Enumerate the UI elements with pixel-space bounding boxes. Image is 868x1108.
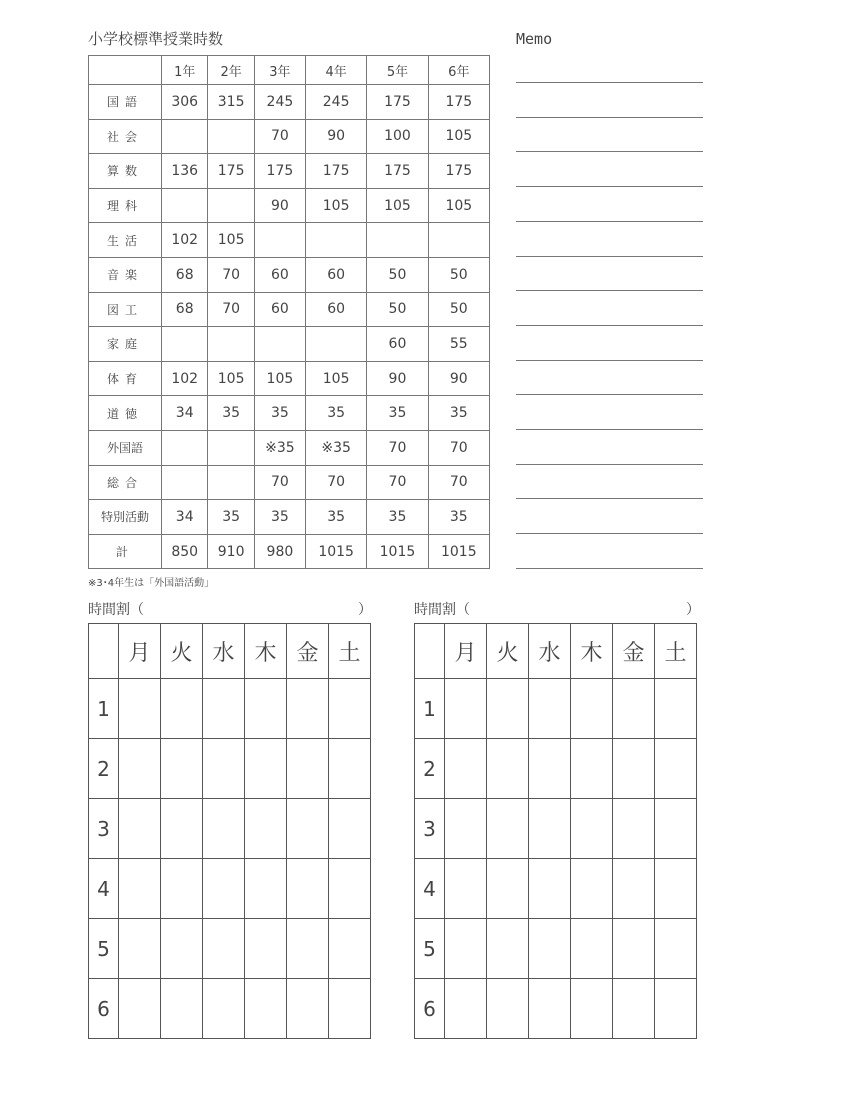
period-number: 1 (89, 679, 119, 739)
hours-cell: 90 (367, 361, 428, 396)
day-header: 水 (529, 624, 571, 679)
hours-cell: 68 (162, 292, 208, 327)
hours-cell: 90 (428, 361, 489, 396)
hours-cell: 1015 (305, 534, 366, 569)
hours-cell: 50 (367, 292, 428, 327)
timetable-cell[interactable] (571, 739, 613, 799)
timetable-cell[interactable] (445, 859, 487, 919)
subject-label: 理科 (89, 188, 162, 223)
column-header: 1年 (162, 56, 208, 85)
timetable-row (415, 979, 697, 1039)
timetable-cell[interactable] (329, 919, 371, 979)
timetable-cell[interactable] (655, 859, 697, 919)
timetable-cell[interactable] (119, 799, 161, 859)
timetable-cell[interactable] (161, 919, 203, 979)
timetable-cell[interactable] (287, 739, 329, 799)
timetable-cell[interactable] (445, 679, 487, 739)
hours-cell (162, 465, 208, 500)
hours-cell: 35 (254, 500, 305, 535)
timetable-title-right: 時間割（ (414, 602, 470, 618)
subject-label: 音楽 (89, 257, 162, 292)
hours-cell: 34 (162, 500, 208, 535)
hours-cell: 35 (305, 396, 366, 431)
hours-cell: 35 (428, 500, 489, 535)
hours-cell: 60 (305, 292, 366, 327)
day-header: 木 (571, 624, 613, 679)
hours-cell: 70 (208, 257, 254, 292)
subject-label: 体育 (89, 361, 162, 396)
hours-cell (367, 223, 428, 258)
timetable-cell[interactable] (161, 979, 203, 1039)
memo-line[interactable] (516, 394, 703, 395)
timetable-cell[interactable] (203, 799, 245, 859)
hours-cell: 175 (428, 154, 489, 189)
timetable-row (415, 679, 697, 739)
hours-cell (305, 223, 366, 258)
period-number: 2 (89, 739, 119, 799)
column-header: 2年 (208, 56, 254, 85)
hours-cell (208, 188, 254, 223)
timetable-row (415, 799, 697, 859)
hours-cell: 105 (208, 223, 254, 258)
timetable-cell[interactable] (245, 919, 287, 979)
memo-line[interactable] (516, 290, 703, 291)
memo-line[interactable] (516, 533, 703, 534)
hours-cell (305, 327, 366, 362)
day-header: 火 (161, 624, 203, 679)
hours-cell: 35 (208, 500, 254, 535)
timetable-cell[interactable] (203, 919, 245, 979)
hours-cell: 60 (305, 257, 366, 292)
hours-cell: 105 (367, 188, 428, 223)
column-header: 5年 (367, 56, 428, 85)
subject-label: 外国語 (89, 430, 162, 465)
timetable-cell[interactable] (655, 679, 697, 739)
hours-cell: 55 (428, 327, 489, 362)
timetable-cell[interactable] (487, 979, 529, 1039)
timetable-left (88, 623, 371, 1039)
table-row (89, 500, 490, 535)
hours-cell: 70 (208, 292, 254, 327)
timetable-row (89, 799, 371, 859)
timetable-close-right: ） (686, 602, 700, 618)
hours-cell: 60 (254, 292, 305, 327)
timetable-cell[interactable] (245, 679, 287, 739)
hours-cell: 245 (305, 85, 366, 120)
column-header: 6年 (428, 56, 489, 85)
timetable-cell[interactable] (161, 859, 203, 919)
timetable-row (415, 859, 697, 919)
timetable-cell[interactable] (529, 679, 571, 739)
corner-cell (89, 624, 119, 679)
timetable-row (89, 859, 371, 919)
period-number: 6 (89, 979, 119, 1039)
timetable-cell[interactable] (487, 739, 529, 799)
hours-cell (254, 327, 305, 362)
period-number: 3 (89, 799, 119, 859)
memo-line[interactable] (516, 221, 703, 222)
subject-label: 家庭 (89, 327, 162, 362)
memo-line[interactable] (516, 256, 703, 257)
hours-cell: 70 (367, 465, 428, 500)
hours-cell (162, 430, 208, 465)
hours-cell: 35 (208, 396, 254, 431)
timetable-cell[interactable] (445, 739, 487, 799)
hours-cell: 175 (305, 154, 366, 189)
timetable-cell[interactable] (529, 919, 571, 979)
hours-cell: 35 (254, 396, 305, 431)
memo-label: Memo (516, 30, 553, 48)
timetable-cell[interactable] (119, 679, 161, 739)
hours-cell: 35 (428, 396, 489, 431)
hours-cell: 306 (162, 85, 208, 120)
hours-cell: 70 (428, 430, 489, 465)
timetable-right (414, 623, 697, 1039)
column-header: 4年 (305, 56, 366, 85)
timetable-cell[interactable] (245, 799, 287, 859)
hours-cell: 60 (254, 257, 305, 292)
hours-cell: 70 (428, 465, 489, 500)
hours-cell (162, 119, 208, 154)
timetable-cell[interactable] (445, 919, 487, 979)
timetable-cell[interactable] (203, 679, 245, 739)
timetable-cell[interactable] (287, 919, 329, 979)
day-header: 月 (119, 624, 161, 679)
timetable-cell[interactable] (487, 859, 529, 919)
timetable-cell[interactable] (613, 979, 655, 1039)
timetable-cell[interactable] (119, 979, 161, 1039)
timetable-cell[interactable] (119, 919, 161, 979)
period-number: 1 (415, 679, 445, 739)
timetable-cell[interactable] (329, 859, 371, 919)
subject-label: 特別活動 (89, 500, 162, 535)
timetable-cell[interactable] (487, 679, 529, 739)
hours-cell: 850 (162, 534, 208, 569)
corner-cell (415, 624, 445, 679)
period-number: 2 (415, 739, 445, 799)
timetable-cell[interactable] (571, 919, 613, 979)
subject-label: 国語 (89, 85, 162, 120)
hours-cell (208, 119, 254, 154)
timetable-cell[interactable] (203, 859, 245, 919)
table-header-row (89, 56, 490, 85)
hours-cell (208, 465, 254, 500)
timetable-cell[interactable] (613, 799, 655, 859)
subject-label: 生活 (89, 223, 162, 258)
hours-cell: 34 (162, 396, 208, 431)
timetable-cell[interactable] (529, 739, 571, 799)
timetable-cell[interactable] (613, 739, 655, 799)
hours-cell: 68 (162, 257, 208, 292)
timetable-close-left: ） (358, 602, 372, 618)
hours-cell (162, 188, 208, 223)
table-row (89, 361, 490, 396)
timetable-cell[interactable] (161, 679, 203, 739)
timetable-cell[interactable] (287, 859, 329, 919)
memo-line[interactable] (516, 568, 703, 569)
hours-cell: 70 (367, 430, 428, 465)
hours-cell: 50 (367, 257, 428, 292)
hours-cell: 105 (428, 188, 489, 223)
hours-cell: 245 (254, 85, 305, 120)
hours-cell: 60 (367, 327, 428, 362)
timetable-cell[interactable] (329, 979, 371, 1039)
footnote: ※3･4年生は「外国語活動」 (88, 578, 215, 589)
hours-cell: 70 (305, 465, 366, 500)
hours-cell: 50 (428, 257, 489, 292)
day-header: 木 (245, 624, 287, 679)
day-header: 金 (613, 624, 655, 679)
table-row (89, 327, 490, 362)
day-header: 水 (203, 624, 245, 679)
day-header: 月 (445, 624, 487, 679)
timetable-cell[interactable] (287, 679, 329, 739)
timetable-cell[interactable] (655, 799, 697, 859)
hours-cell: 90 (305, 119, 366, 154)
hours-cell: 175 (367, 154, 428, 189)
hours-cell: 175 (208, 154, 254, 189)
hours-cell: 1015 (428, 534, 489, 569)
timetable-cell[interactable] (613, 859, 655, 919)
hours-cell: 105 (208, 361, 254, 396)
subject-label: 道徳 (89, 396, 162, 431)
timetable-cell[interactable] (119, 739, 161, 799)
timetable-cell[interactable] (571, 679, 613, 739)
timetable-cell[interactable] (445, 979, 487, 1039)
hours-cell (208, 327, 254, 362)
timetable-cell[interactable] (245, 979, 287, 1039)
hours-cell: 136 (162, 154, 208, 189)
timetable-row (89, 979, 371, 1039)
hours-cell (254, 223, 305, 258)
table-row (89, 292, 490, 327)
hours-cell: 105 (254, 361, 305, 396)
hours-cell: 102 (162, 361, 208, 396)
timetable-cell[interactable] (245, 859, 287, 919)
timetable-cell[interactable] (245, 739, 287, 799)
table-row (89, 465, 490, 500)
memo-line[interactable] (516, 429, 703, 430)
timetable-row (89, 919, 371, 979)
hours-cell (208, 430, 254, 465)
hours-cell: 100 (367, 119, 428, 154)
subject-label: 計 (89, 534, 162, 569)
hours-cell: 1015 (367, 534, 428, 569)
timetable-row (415, 919, 697, 979)
period-number: 5 (415, 919, 445, 979)
memo-line[interactable] (516, 151, 703, 152)
timetable-cell[interactable] (487, 799, 529, 859)
hours-cell: 105 (305, 361, 366, 396)
timetable-row (89, 679, 371, 739)
hours-cell: 70 (254, 465, 305, 500)
period-number: 5 (89, 919, 119, 979)
memo-line[interactable] (516, 117, 703, 118)
hours-cell: 315 (208, 85, 254, 120)
timetable-cell[interactable] (571, 799, 613, 859)
hours-cell: ※35 (254, 430, 305, 465)
table-row (89, 223, 490, 258)
timetable-cell[interactable] (203, 979, 245, 1039)
period-number: 4 (89, 859, 119, 919)
table-row (89, 430, 490, 465)
hours-cell (162, 327, 208, 362)
hours-cell: 175 (254, 154, 305, 189)
hours-cell: 910 (208, 534, 254, 569)
table-row (89, 534, 490, 569)
subject-label: 総合 (89, 465, 162, 500)
timetable-cell[interactable] (487, 919, 529, 979)
subject-label: 社会 (89, 119, 162, 154)
standard-hours-table (88, 55, 490, 569)
memo-line[interactable] (516, 186, 703, 187)
memo-line[interactable] (516, 360, 703, 361)
timetable-cell[interactable] (287, 979, 329, 1039)
hours-cell: 105 (428, 119, 489, 154)
corner-cell (89, 56, 162, 85)
timetable-cell[interactable] (613, 919, 655, 979)
timetable-cell[interactable] (119, 859, 161, 919)
hours-cell: 35 (305, 500, 366, 535)
timetable-cell[interactable] (655, 739, 697, 799)
timetable-cell[interactable] (161, 739, 203, 799)
table-row (89, 396, 490, 431)
table-row (89, 85, 490, 120)
hours-cell: 70 (254, 119, 305, 154)
memo-line[interactable] (516, 325, 703, 326)
timetable-header-row (415, 624, 697, 679)
day-header: 金 (287, 624, 329, 679)
timetable-cell[interactable] (203, 739, 245, 799)
memo-line[interactable] (516, 82, 703, 83)
timetable-cell[interactable] (329, 739, 371, 799)
timetable-header-row (89, 624, 371, 679)
timetable-cell[interactable] (445, 799, 487, 859)
hours-cell: 102 (162, 223, 208, 258)
hours-cell: 50 (428, 292, 489, 327)
page-title: 小学校標準授業時数 (88, 30, 224, 48)
hours-cell: 35 (367, 396, 428, 431)
hours-cell (428, 223, 489, 258)
hours-cell: 175 (367, 85, 428, 120)
hours-cell: 35 (367, 500, 428, 535)
column-header: 3年 (254, 56, 305, 85)
timetable-row (89, 739, 371, 799)
timetable-cell[interactable] (529, 979, 571, 1039)
hours-cell: 980 (254, 534, 305, 569)
hours-cell: 175 (428, 85, 489, 120)
table-row (89, 119, 490, 154)
subject-label: 図工 (89, 292, 162, 327)
timetable-cell[interactable] (571, 859, 613, 919)
timetable-cell[interactable] (161, 799, 203, 859)
day-header: 土 (329, 624, 371, 679)
timetable-cell[interactable] (571, 979, 613, 1039)
subject-label: 算数 (89, 154, 162, 189)
timetable-title-left: 時間割（ (88, 602, 144, 618)
timetable-row (415, 739, 697, 799)
day-header: 土 (655, 624, 697, 679)
table-row (89, 154, 490, 189)
period-number: 4 (415, 859, 445, 919)
timetable-cell[interactable] (529, 799, 571, 859)
timetable-cell[interactable] (329, 799, 371, 859)
day-header: 火 (487, 624, 529, 679)
timetable-cell[interactable] (613, 679, 655, 739)
timetable-cell[interactable] (655, 919, 697, 979)
timetable-cell[interactable] (287, 799, 329, 859)
period-number: 3 (415, 799, 445, 859)
table-row (89, 257, 490, 292)
memo-line[interactable] (516, 498, 703, 499)
timetable-cell[interactable] (655, 979, 697, 1039)
timetable-cell[interactable] (329, 679, 371, 739)
hours-cell: 90 (254, 188, 305, 223)
hours-cell: 105 (305, 188, 366, 223)
memo-line[interactable] (516, 464, 703, 465)
timetable-cell[interactable] (529, 859, 571, 919)
table-row (89, 188, 490, 223)
period-number: 6 (415, 979, 445, 1039)
hours-cell: ※35 (305, 430, 366, 465)
